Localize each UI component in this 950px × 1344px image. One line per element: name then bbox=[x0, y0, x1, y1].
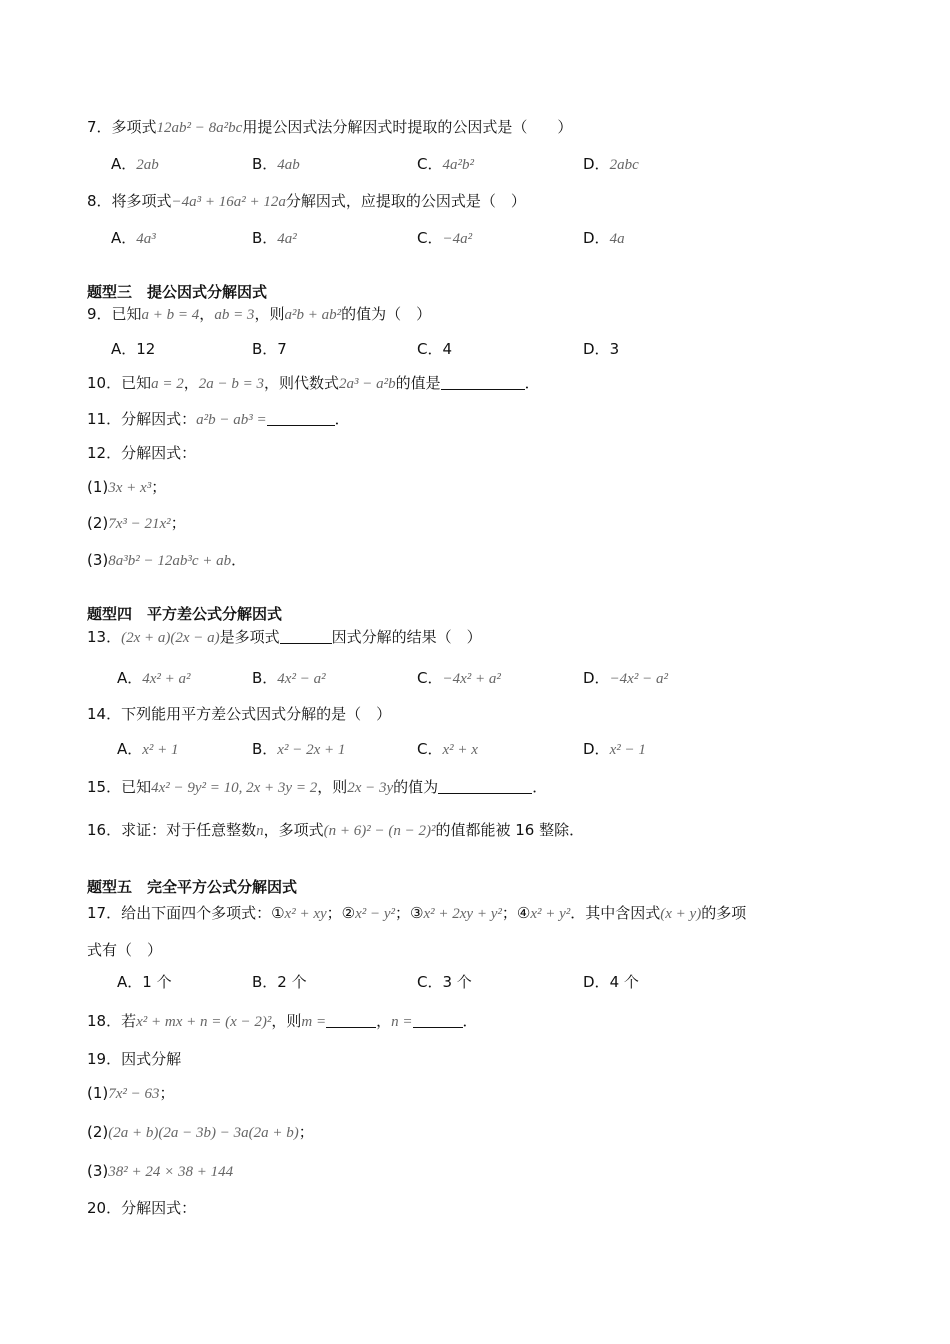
q8-option-b[interactable]: B．4a² bbox=[252, 229, 297, 247]
question-7 bbox=[87, 117, 572, 138]
question-20: 20．分解因式： bbox=[87, 1199, 197, 1217]
q14-option-c[interactable]: C．x² + x bbox=[417, 740, 478, 758]
q19-part-1: (1)7x² − 63； bbox=[87, 1084, 175, 1102]
q8-option-c[interactable]: C．−4a² bbox=[417, 229, 473, 247]
question-19: 19．因式分解 bbox=[87, 1050, 182, 1068]
q7-option-b[interactable]: B．4ab bbox=[252, 155, 300, 173]
q19-part-3: (3)38² + 24 × 38 + 144 bbox=[87, 1162, 234, 1180]
q13-option-d[interactable]: D．−4x² − a² bbox=[583, 669, 668, 687]
question-16: 16．求证：对于任意整数n，多项式(n + 6)² − (n − 2)²的值都能被 16 整除． bbox=[87, 821, 585, 839]
q9-option-c[interactable]: C．4 bbox=[417, 340, 453, 358]
q12-part-2: (2)7x³ − 21x²； bbox=[87, 514, 186, 532]
question-12: 12．分解因式： bbox=[87, 444, 197, 462]
q7-option-c[interactable]: C．4a²b² bbox=[417, 155, 474, 173]
answer-blank[interactable] bbox=[267, 410, 335, 426]
question-8: 8．将多项式−4a³ + 16a² + 12a分解因式，应提取的公因式是（ ） bbox=[87, 192, 526, 210]
q13-option-c[interactable]: C．−4x² + a² bbox=[417, 669, 501, 687]
answer-blank[interactable] bbox=[441, 374, 525, 390]
section-heading-3: 题型三 提公因式分解因式 bbox=[87, 283, 268, 301]
q7-option-a[interactable]: A．2ab bbox=[111, 155, 159, 173]
question-17: 17．给出下面四个多项式：①x² + xy；②x² − y²；③x² + 2xy + y²；④x² + y²．其中含因式(x + y)的多项 bbox=[87, 904, 747, 922]
q19-part-2: (2)(2a + b)(2a − 3b) − 3a(2a + b)； bbox=[87, 1123, 314, 1141]
q12-part-1: (1)3x + x³； bbox=[87, 478, 167, 496]
answer-blank[interactable] bbox=[438, 778, 532, 794]
question-17-line-2: 式有（ ） bbox=[87, 941, 163, 959]
q14-option-d[interactable]: D．x² − 1 bbox=[583, 740, 646, 758]
section-heading-5: 题型五 完全平方公式分解因式 bbox=[87, 878, 298, 896]
q12-part-3: (3)8a³b² − 12ab³c + ab． bbox=[87, 551, 247, 569]
q14-option-a[interactable]: A．x² + 1 bbox=[117, 740, 179, 758]
question-10: 10．已知a = 2，2a − b = 3，则代数式2a³ − a²b的值是 ． bbox=[87, 374, 540, 392]
question-13: 13．(2x + a)(2x − a)是多项式 因式分解的结果（ ） bbox=[87, 628, 482, 646]
question-18: 18．若x² + mx + n = (x − 2)²，则m = ，n = ． bbox=[87, 1012, 478, 1030]
answer-blank[interactable] bbox=[280, 628, 332, 644]
question-14: 14．下列能用平方差公式因式分解的是（ ） bbox=[87, 705, 392, 723]
q9-option-b[interactable]: B．7 bbox=[252, 340, 287, 358]
q8-expression: −4a³ + 16a² + 12a bbox=[171, 194, 286, 210]
q13-option-a[interactable]: A．4x² + a² bbox=[117, 669, 191, 687]
question-9: 9．已知a + b = 4，ab = 3，则a²b + ab²的值为（ ） bbox=[87, 305, 432, 323]
q8-option-a[interactable]: A．4a³ bbox=[111, 229, 156, 247]
answer-blank-n[interactable] bbox=[413, 1012, 463, 1028]
question-15: 15．已知4x² − 9y² = 10, 2x + 3y = 2，则2x − 3y的值为 ． bbox=[87, 778, 548, 796]
answer-blank-m[interactable] bbox=[326, 1012, 376, 1028]
question-11: 11．分解因式：a²b − ab³ = ． bbox=[87, 410, 350, 428]
q17-option-b[interactable]: B．2 个 bbox=[252, 973, 307, 991]
q7-stem-post: 用提公因式法分解因式时提取的公因式是（ ） bbox=[242, 118, 573, 136]
q7-stem-pre: 7．多项式 bbox=[87, 118, 157, 136]
q17-option-c[interactable]: C．3 个 bbox=[417, 973, 472, 991]
q9-option-d[interactable]: D．3 bbox=[583, 340, 620, 358]
section-heading-4: 题型四 平方差公式分解因式 bbox=[87, 605, 283, 623]
q17-option-d[interactable]: D．4 个 bbox=[583, 973, 639, 991]
q8-option-d[interactable]: D．4a bbox=[583, 229, 625, 247]
q7-expression: 12ab² − 8a²bc bbox=[156, 120, 243, 136]
q7-option-d[interactable]: D．2abc bbox=[583, 155, 639, 173]
q9-option-a[interactable]: A．12 bbox=[111, 340, 156, 358]
q17-option-a[interactable]: A．1 个 bbox=[117, 973, 172, 991]
q13-option-b[interactable]: B．4x² − a² bbox=[252, 669, 326, 687]
q14-option-b[interactable]: B．x² − 2x + 1 bbox=[252, 740, 346, 758]
